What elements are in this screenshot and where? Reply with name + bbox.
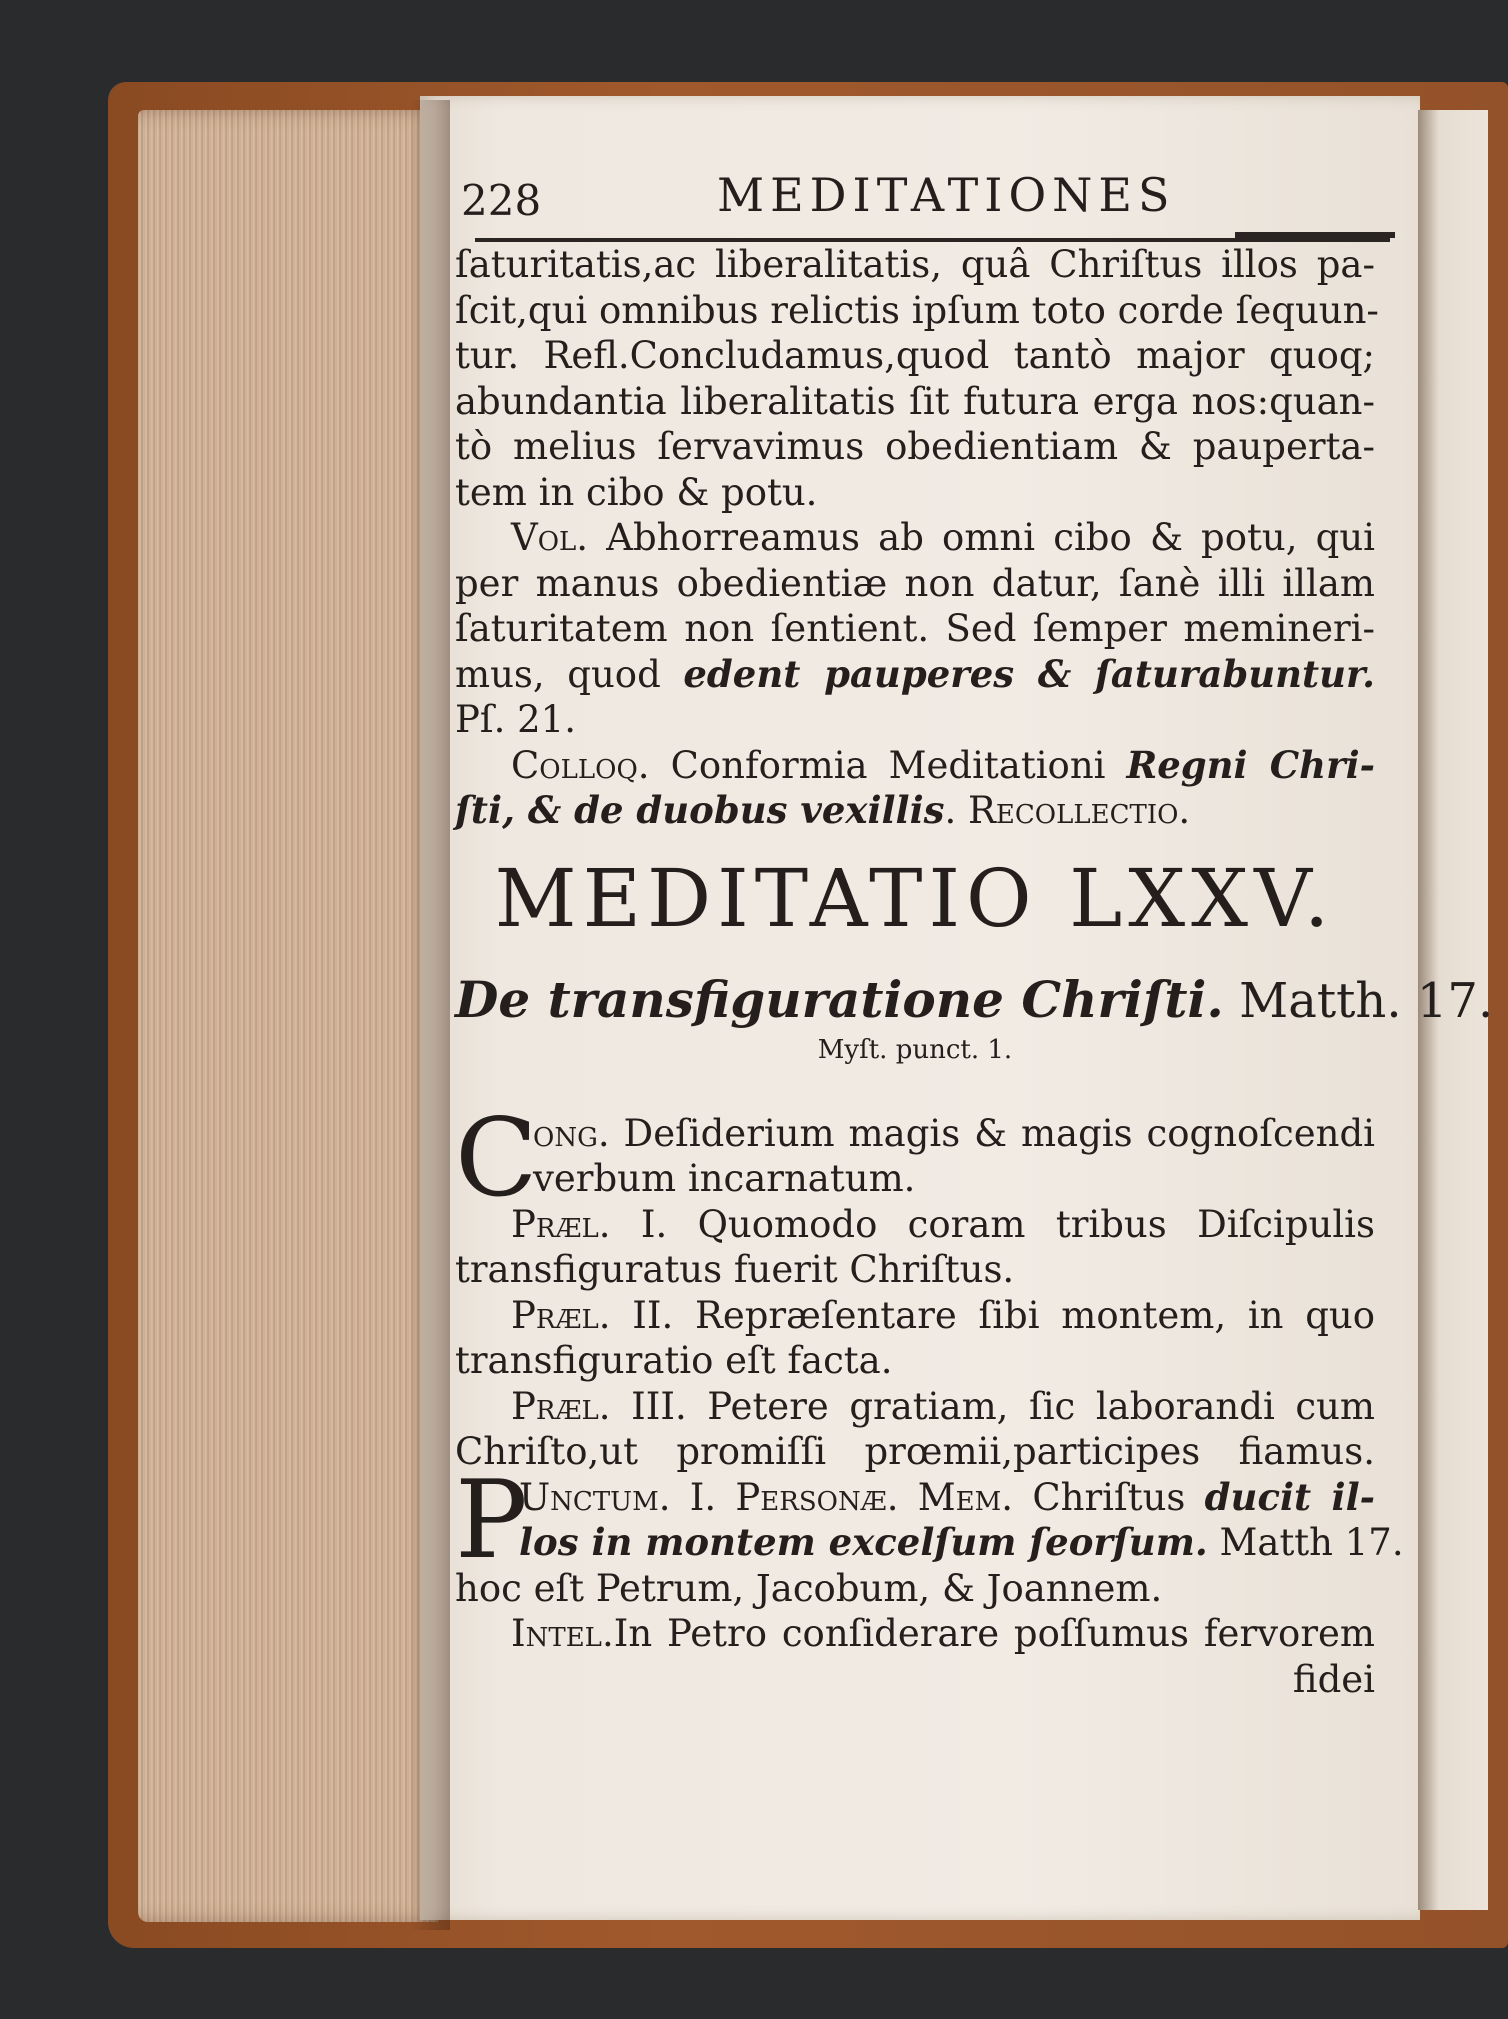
catchword: fidei	[1292, 1657, 1375, 1701]
text-line: ſaturitatis,ac liberalitatis, quâ Chriſtus illos pa-	[455, 243, 1375, 286]
colloq-punct: .	[944, 789, 969, 832]
cong-line-1	[455, 1111, 1375, 1157]
text-line: abundantia liberalitatis ſit futura erga nos:quan-	[455, 379, 1375, 423]
meditation-subtitle	[455, 968, 1494, 1033]
intel-line-1	[455, 1611, 1375, 1657]
punctum-line-2	[455, 1520, 1404, 1566]
page-number: 228	[461, 176, 542, 225]
head-rule	[475, 238, 1390, 242]
page-text	[455, 168, 1494, 1702]
vol-line-5: Pſ. 21.	[455, 698, 576, 741]
colloq-italic: ſti, & de duobus vexillis	[455, 788, 945, 832]
prael-2-line-1	[455, 1293, 1375, 1339]
cong-line-2: verbum incarnatum.	[533, 1157, 916, 1200]
prael-label: Præl.	[511, 1384, 611, 1428]
colloq-line-2	[455, 788, 1375, 834]
colloq-text: Conformia Meditationi	[670, 743, 1127, 787]
cong-text: Deſiderium magis & magis cognoſcendi	[609, 1111, 1375, 1155]
punctum-label: Unctum. I. Personæ. Mem.	[519, 1475, 1014, 1519]
prael-2-line-2: transfiguratio eſt facta.	[455, 1339, 893, 1382]
punctum-reference: Matth 17.	[1207, 1521, 1404, 1564]
prael-label: Præl.	[511, 1202, 611, 1246]
vol-quote: edent pauperes & ſaturabuntur.	[683, 651, 1375, 696]
page-fore-edge	[138, 110, 438, 1922]
subtitle-italic: De transfiguratione Chriſti.	[455, 969, 1224, 1029]
vol-text: Abhorreamus ab omni cibo & potu, qui	[606, 516, 1375, 559]
vol-line-4	[455, 652, 1375, 698]
prael-1-line-1	[455, 1202, 1375, 1248]
meditation-title: MEDITATIO LXXV.	[494, 851, 1336, 945]
running-head	[455, 168, 1390, 242]
text-line: tem in cibo & potu.	[455, 470, 818, 514]
vol-text: mus, quod	[455, 652, 684, 696]
punctum-line-1	[455, 1475, 1375, 1521]
subtitle-reference: Matth. 17.	[1223, 972, 1494, 1029]
prael-text: I. Quomodo coram tribus Diſcipulis	[610, 1202, 1375, 1246]
intel-text: In Petro conſiderare poſſumus fervorem	[613, 1612, 1375, 1655]
drop-cap-p: P	[455, 1457, 528, 1583]
text-line: ſcit,qui omnibus relictis ipſum toto corde ſequun-	[455, 288, 1379, 332]
colloq-line-1	[455, 743, 1375, 789]
punctum-italic: ducit il-	[1204, 1474, 1375, 1519]
colloq-label: Colloq.	[511, 743, 650, 787]
vol-line-2: per manus obedientiæ non datur, ſanè illi illam	[455, 561, 1375, 605]
prael-3-line-1	[455, 1384, 1375, 1430]
prael-3-line-2: Chriſto,ut promiſſi prœmii,participes fiamus.	[455, 1430, 1375, 1473]
punctum-text: Chriſtus	[1013, 1475, 1205, 1519]
vol-line-3: ſaturitatem non ſentient. Sed ſemper memineri-	[455, 607, 1375, 650]
prael-text: II. Repræſentare ſibi montem, in quo	[610, 1293, 1375, 1337]
drop-cap-c: C	[455, 1095, 538, 1221]
punctum-paragraph	[455, 1457, 1404, 1583]
running-title: MEDITATIONES	[717, 168, 1176, 222]
punctum-italic: los in montem excelſum ſeorſum.	[519, 1520, 1208, 1564]
punctum-line-3: hoc eſt Petrum, Jacobum, & Joannem.	[455, 1566, 1163, 1610]
intel-label: Intel.	[511, 1612, 614, 1655]
vol-line-1	[455, 515, 1375, 561]
text-line: tur. Refl.Concludamus,quod tantò major quoq;	[455, 334, 1375, 377]
prael-label: Præl.	[511, 1293, 611, 1337]
prael-text: III. Petere gratiam, ſic laborandi cum	[610, 1384, 1375, 1428]
recollectio-label: Recollectio.	[968, 789, 1191, 832]
mystery-point: Myſt. punct. 1.	[817, 1034, 1013, 1065]
prael-1-line-2: transfiguratus fuerit Chriſtus.	[455, 1248, 1015, 1291]
head-rule-thick	[1235, 232, 1395, 238]
vol-label: Vol.	[511, 516, 589, 559]
colloq-italic: Regni Chri-	[1126, 742, 1375, 787]
text-line: tò melius ſervavimus obedientiam & pauperta-	[455, 425, 1375, 468]
cong-paragraph	[455, 1095, 1390, 1221]
gutter-shadow	[410, 100, 450, 1930]
cong-label: ong.	[533, 1111, 610, 1155]
